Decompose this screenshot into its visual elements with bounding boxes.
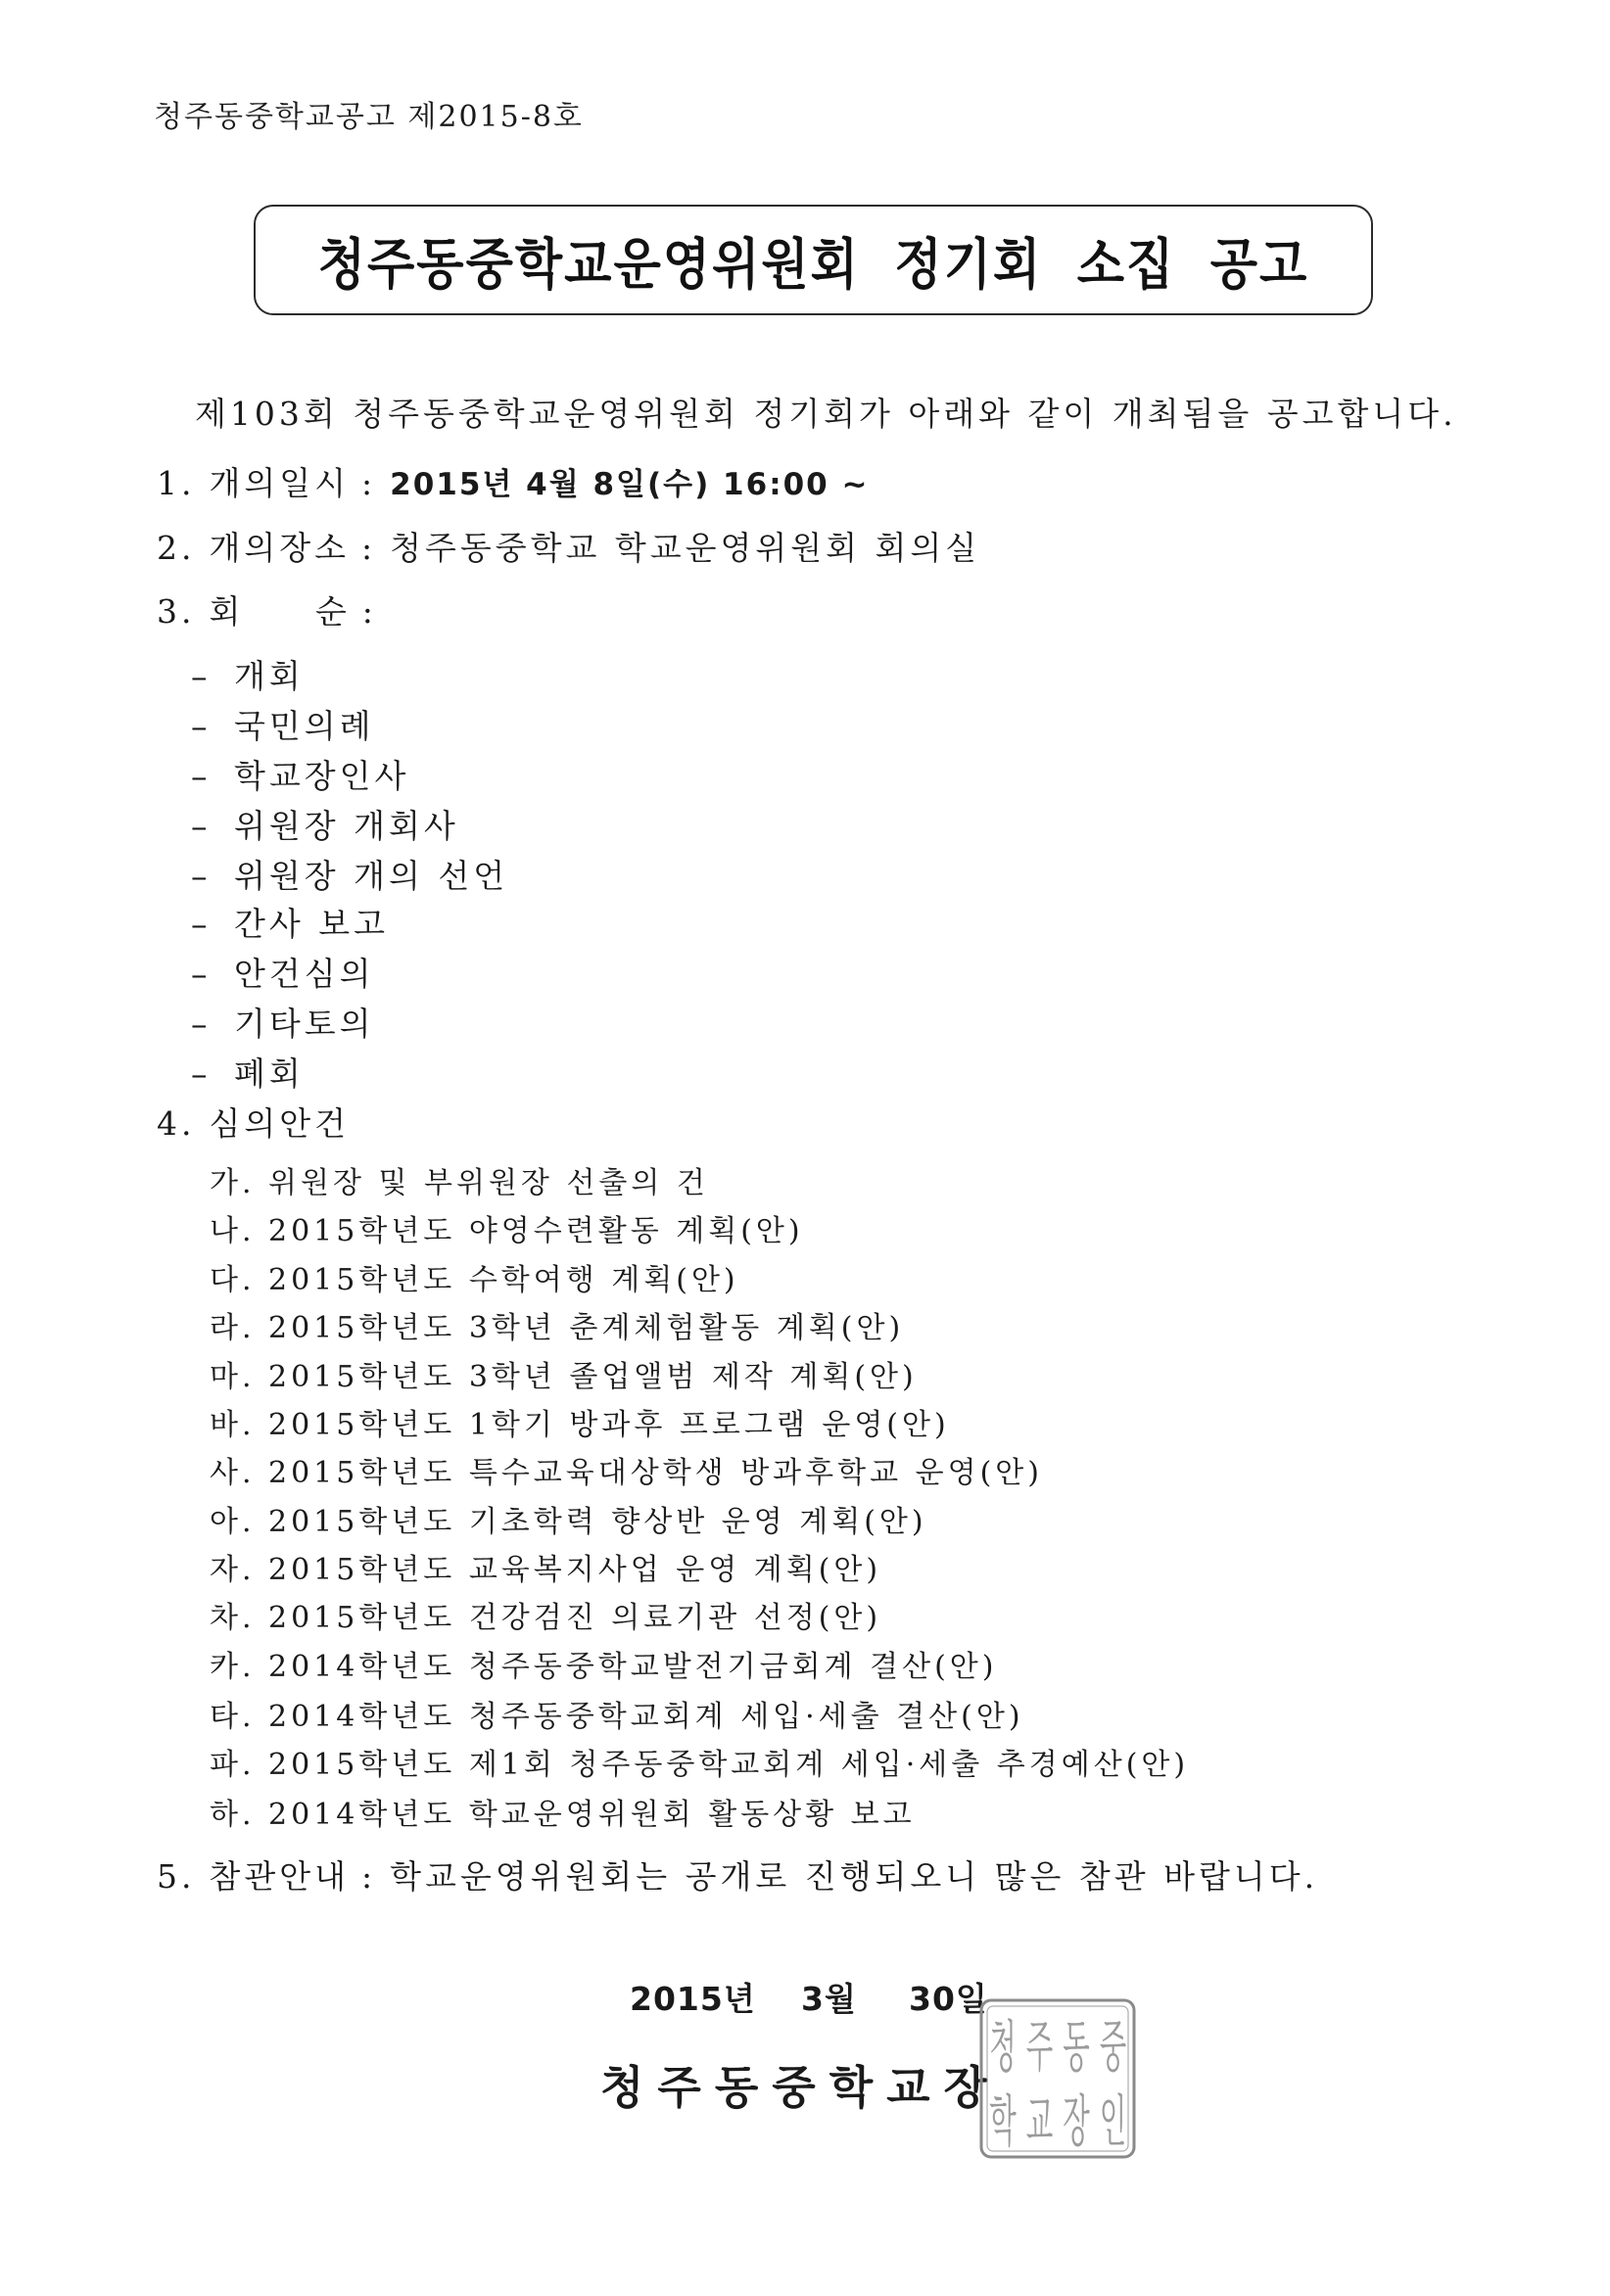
item-text: 위원장 및 부위원장 선출의 건 xyxy=(268,1166,709,1200)
seal-character: 동 xyxy=(1063,2013,1090,2080)
deliberation-item xyxy=(210,1741,1189,1790)
bullet-dash: – xyxy=(191,1005,208,1043)
section-label: 참관안내 xyxy=(209,1857,351,1896)
agenda-item xyxy=(191,752,409,801)
item-marker: 가. xyxy=(210,1166,256,1200)
bullet-dash: – xyxy=(191,955,208,993)
item-marker: 마. xyxy=(210,1360,256,1394)
bullet-dash: – xyxy=(191,1054,208,1093)
seal-character: 인 xyxy=(1099,2087,1127,2154)
section-label: 개의일시 xyxy=(209,464,351,502)
deliberation-item xyxy=(210,1449,1043,1498)
item-marker: 차. xyxy=(210,1601,256,1635)
title-box xyxy=(254,205,1373,315)
seal-character: 주 xyxy=(1025,2013,1054,2080)
item-text: 2014학년도 학교운영위원회 활동상황 보고 xyxy=(268,1798,916,1832)
agenda-item xyxy=(191,950,375,999)
bullet-dash: – xyxy=(191,657,208,695)
deliberation-item xyxy=(210,1353,918,1402)
section-agenda-order xyxy=(157,587,391,636)
deliberation-item xyxy=(210,1304,904,1353)
official-seal xyxy=(978,1997,1137,2160)
deliberation-item xyxy=(210,1401,950,1450)
section-label: 개의장소 xyxy=(209,529,351,567)
intro-text: 제103회 청주동중학교운영위원회 정기회가 아래와 같이 개최됨을 공고합니다. xyxy=(195,395,1457,433)
deliberation-item xyxy=(210,1207,804,1256)
deliberation-item xyxy=(210,1594,881,1643)
seal-character: 청 xyxy=(989,2013,1017,2080)
agenda-item-text: 학교장인사 xyxy=(234,757,410,795)
notice-number: 청주동중학교공고 제2015-8호 xyxy=(154,100,584,134)
section-number: 4. xyxy=(157,1104,196,1143)
date-day: 30일 xyxy=(909,1980,988,2018)
section-datetime xyxy=(157,459,870,508)
agenda-item-text: 기타토의 xyxy=(234,1005,375,1043)
item-text: 2015학년도 교육복지사업 운영 계획(안) xyxy=(268,1553,882,1587)
item-marker: 파. xyxy=(210,1748,256,1782)
item-text: 2015학년도 수학여행 계획(안) xyxy=(268,1263,739,1297)
deliberation-item xyxy=(210,1256,739,1305)
date-month: 3월 xyxy=(801,1980,857,2018)
section-number: 1. xyxy=(157,464,196,502)
item-marker: 아. xyxy=(210,1505,256,1539)
agenda-item-text: 간사 보고 xyxy=(234,905,390,943)
section-separator: : xyxy=(361,529,377,567)
item-text: 2015학년도 3학년 춘계체험활동 계획(안) xyxy=(268,1311,905,1345)
agenda-item xyxy=(191,1050,305,1099)
agenda-item-text: 위원장 개회사 xyxy=(234,807,459,845)
item-text: 2015학년도 기초학력 향상반 운영 계획(안) xyxy=(268,1505,927,1539)
bullet-dash: – xyxy=(191,757,208,795)
notice-title: 청주동중학교운영위원회 정기회 소집 공고 xyxy=(317,232,1309,297)
meeting-place: 청주동중학교 학교운영위원회 회의실 xyxy=(390,529,981,567)
meeting-datetime: 2015년 4월 8일(수) 16:00 ~ xyxy=(390,467,870,502)
agenda-item xyxy=(191,900,389,949)
item-marker: 나. xyxy=(210,1214,256,1248)
section-place xyxy=(157,524,980,573)
date-year: 2015년 xyxy=(630,1980,756,2018)
agenda-item xyxy=(191,852,508,901)
deliberation-item xyxy=(210,1546,881,1595)
agenda-item xyxy=(191,1000,375,1049)
deliberation-item xyxy=(210,1498,927,1547)
section-observation xyxy=(157,1852,1318,1901)
deliberation-item xyxy=(210,1159,709,1208)
item-text: 2015학년도 1학기 방과후 프로그램 운영(안) xyxy=(268,1408,950,1442)
agenda-item-text: 폐회 xyxy=(234,1054,305,1093)
section-separator: : xyxy=(361,592,377,631)
bullet-dash: – xyxy=(191,857,208,895)
item-marker: 사. xyxy=(210,1456,256,1490)
item-text: 2015학년도 제1회 청주동중학교회계 세입·세출 추경예산(안) xyxy=(268,1748,1190,1782)
deliberation-item xyxy=(210,1693,1024,1742)
item-marker: 라. xyxy=(210,1311,256,1345)
seal-lettering xyxy=(989,2014,1126,2154)
agenda-item-text: 안건심의 xyxy=(234,955,375,993)
item-marker: 카. xyxy=(210,1650,256,1684)
bullet-dash: – xyxy=(191,807,208,845)
bullet-dash: – xyxy=(191,707,208,745)
agenda-item-text: 국민의례 xyxy=(234,707,375,745)
section-deliberation xyxy=(157,1100,350,1148)
item-text: 2015학년도 야영수련활동 계획(안) xyxy=(268,1214,804,1248)
item-text: 2015학년도 특수교육대상학생 방과후학교 운영(안) xyxy=(268,1456,1043,1490)
agenda-item xyxy=(191,802,459,851)
item-marker: 다. xyxy=(210,1263,256,1297)
item-text: 2015학년도 3학년 졸업앨범 제작 계획(안) xyxy=(268,1360,918,1394)
seal-character: 중 xyxy=(1099,2013,1127,2080)
item-text: 2014학년도 청주동중학교발전기금회계 결산(안) xyxy=(268,1650,998,1684)
item-marker: 타. xyxy=(210,1700,256,1734)
deliberation-item xyxy=(210,1791,916,1840)
deliberation-item xyxy=(210,1643,997,1692)
agenda-item-text: 개회 xyxy=(234,657,305,695)
item-marker: 자. xyxy=(210,1553,256,1587)
section-number: 3. xyxy=(157,592,196,631)
observation-text: 학교운영위원회는 공개로 진행되오니 많은 참관 바랍니다. xyxy=(390,1857,1319,1896)
agenda-item xyxy=(191,702,375,751)
agenda-item xyxy=(191,652,305,701)
section-number: 2. xyxy=(157,529,196,567)
item-marker: 하. xyxy=(210,1798,256,1832)
agenda-item-text: 위원장 개의 선언 xyxy=(234,857,509,895)
item-text: 2014학년도 청주동중학교회계 세입·세출 결산(안) xyxy=(268,1700,1024,1734)
seal-character: 교 xyxy=(1025,2087,1054,2154)
section-number: 5. xyxy=(157,1857,196,1896)
signatory-name: 청주동중학교장 xyxy=(600,2061,1002,2114)
section-separator: : xyxy=(361,1857,377,1896)
section-label: 심의안건 xyxy=(209,1104,351,1143)
section-separator: : xyxy=(361,464,377,502)
bullet-dash: – xyxy=(191,905,208,943)
section-label: 회 순 xyxy=(209,592,351,631)
item-text: 2015학년도 건강검진 의료기관 선정(안) xyxy=(268,1601,882,1635)
seal-character: 장 xyxy=(1063,2087,1090,2154)
item-marker: 바. xyxy=(210,1408,256,1442)
seal-character: 학 xyxy=(989,2087,1017,2154)
